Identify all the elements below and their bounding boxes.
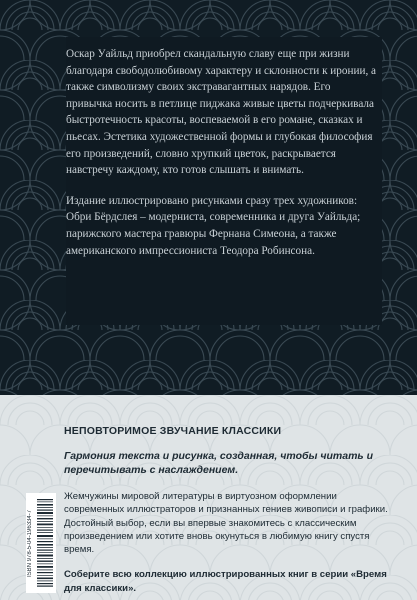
- description-paragraph-1: Оскар Уайльд приобрел скандальную славу еще при жизни благодаря свободолюбивому характеру и склонности к иронии, а также символизму своих экстравагантных нарядов. Его привычка носить в петлице пиджака живые цветы подчеркивала быстротечность красоты, воспеваемой в его романе, сказках и пьесах. Эстетика художественной формы и глубокая философия его произведений, словно хрупкий цветок, раскрывается навстречу каждому, кто готов слышать и внимать.: [66, 48, 377, 177]
- series-paragraph: Жемчужины мировой литературы в виртуозном оформлении современных иллюстраторов и признанных гениев живописи и графики. Достойный выбор, если вы впервые знакомитесь с классическим произведением или хотите вновь окунуться в любимую книгу спустя время.: [64, 491, 388, 556]
- series-tagline: Гармония текста и рисунка, созданная, чтобы читать и перечитывать с наслаждением.: [64, 450, 373, 476]
- isbn-barcode-block: [26, 493, 56, 593]
- series-heading: НЕПОВТОРИМОЕ ЗВУЧАНИЕ КЛАССИКИ: [64, 425, 282, 437]
- back-cover-light-section: [0, 395, 417, 600]
- description-text: [66, 46, 378, 259]
- description-paragraph-2: Издание иллюстрировано рисунками сразу трех художников: Обри Бёрдслея – модерниста, современника и друга Уайльда; парижского мастера гравюры Фернана Симеона, а также американского импрессиониста Теодора Робинсона.: [66, 194, 361, 257]
- series-description: [64, 425, 390, 595]
- isbn-label: ISBN 978-5-04-196334-7: [27, 509, 33, 577]
- barcode: [37, 497, 53, 589]
- collection-callout: Соберите всю коллекцию иллюстрированных книг в серии «Время для классики».: [64, 569, 387, 594]
